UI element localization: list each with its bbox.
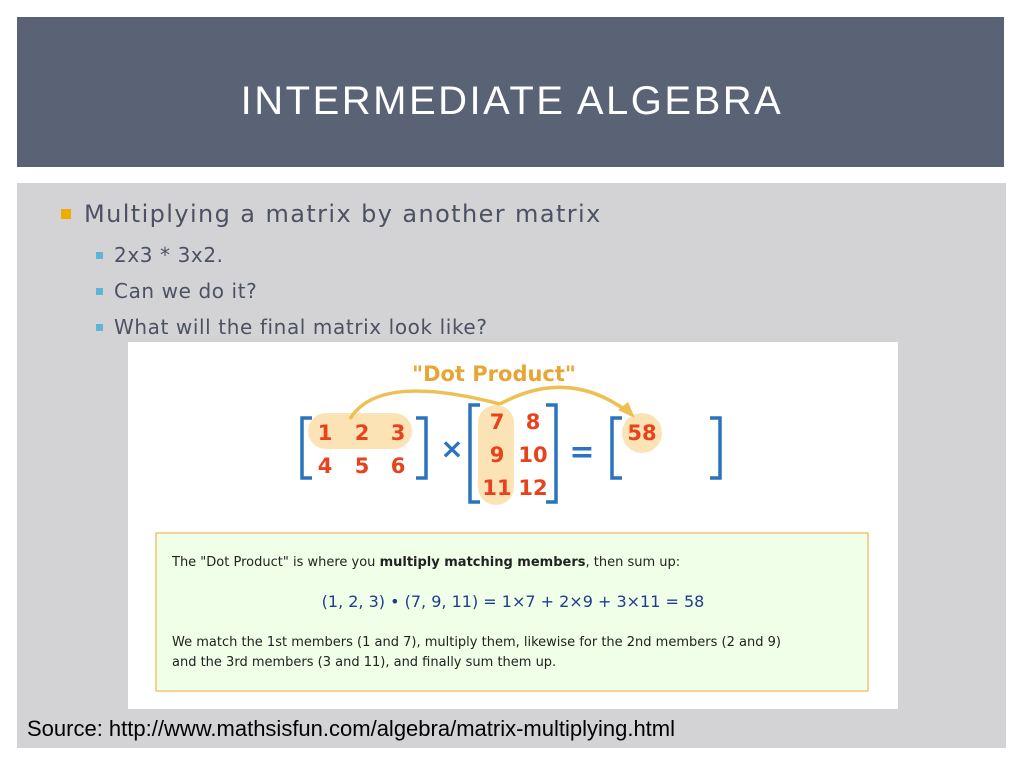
matrix-b-cell: 8 — [525, 410, 541, 434]
main-bullet: Multiplying a matrix by another matrix — [84, 200, 602, 228]
source-citation: Source: http://www.mathsisfun.com/algebra/matrix-multiplying.html — [27, 716, 676, 741]
result-left-bracket — [612, 418, 622, 478]
explanation-line-4: and the 3rd members (3 and 11), and finally sum them up. — [172, 655, 557, 670]
dot-product-figure — [128, 342, 898, 709]
matrix-a-cell: 5 — [354, 454, 370, 478]
sub-bullet-2: Can we do it? — [114, 279, 258, 303]
dot-product-heading: "Dot Product" — [412, 362, 576, 386]
result-value: 58 — [627, 421, 657, 445]
matrix-a-cell: 1 — [317, 421, 333, 445]
matrix-a-cell: 6 — [390, 454, 406, 478]
matrix-a-cell: 4 — [317, 454, 333, 478]
sub-bullet-square-icon — [96, 288, 103, 295]
matrix-a-right-bracket — [416, 418, 426, 478]
equals-sign: = — [569, 435, 595, 470]
matrix-b-cell: 7 — [489, 410, 505, 434]
sub-bullet-1: 2x3 * 3x2. — [114, 243, 224, 267]
arrowhead-icon — [618, 402, 635, 418]
bullet-square-icon — [61, 209, 71, 219]
result-right-bracket — [710, 418, 720, 478]
matrix-b-cell: 10 — [518, 443, 548, 467]
matrix-a-cell: 3 — [390, 421, 406, 445]
arrow-b-to-result-icon — [500, 387, 628, 412]
sub-bullet-square-icon — [96, 252, 103, 259]
sub-bullet-3: What will the final matrix look like? — [114, 315, 488, 339]
matrix-a-cell: 2 — [354, 421, 370, 445]
explanation-line-1: The "Dot Product" is where you multiply matching members, then sum up: — [172, 555, 681, 570]
sub-bullet-square-icon — [96, 324, 103, 331]
times-sign: × — [440, 432, 464, 465]
explanation-line-3: We match the 1st members (1 and 7), multiply them, likewise for the 2nd members (2 and 9) — [172, 635, 781, 650]
dot-product-equation: (1, 2, 3) • (7, 9, 11) = 1×7 + 2×9 + 3×11 = 58 — [321, 592, 705, 611]
matrix-b-cell: 11 — [482, 476, 512, 500]
matrix-b-cell: 9 — [489, 443, 505, 467]
slide-title: INTERMEDIATE ALGEBRA — [240, 79, 784, 123]
matrix-b-cell: 12 — [518, 476, 548, 500]
